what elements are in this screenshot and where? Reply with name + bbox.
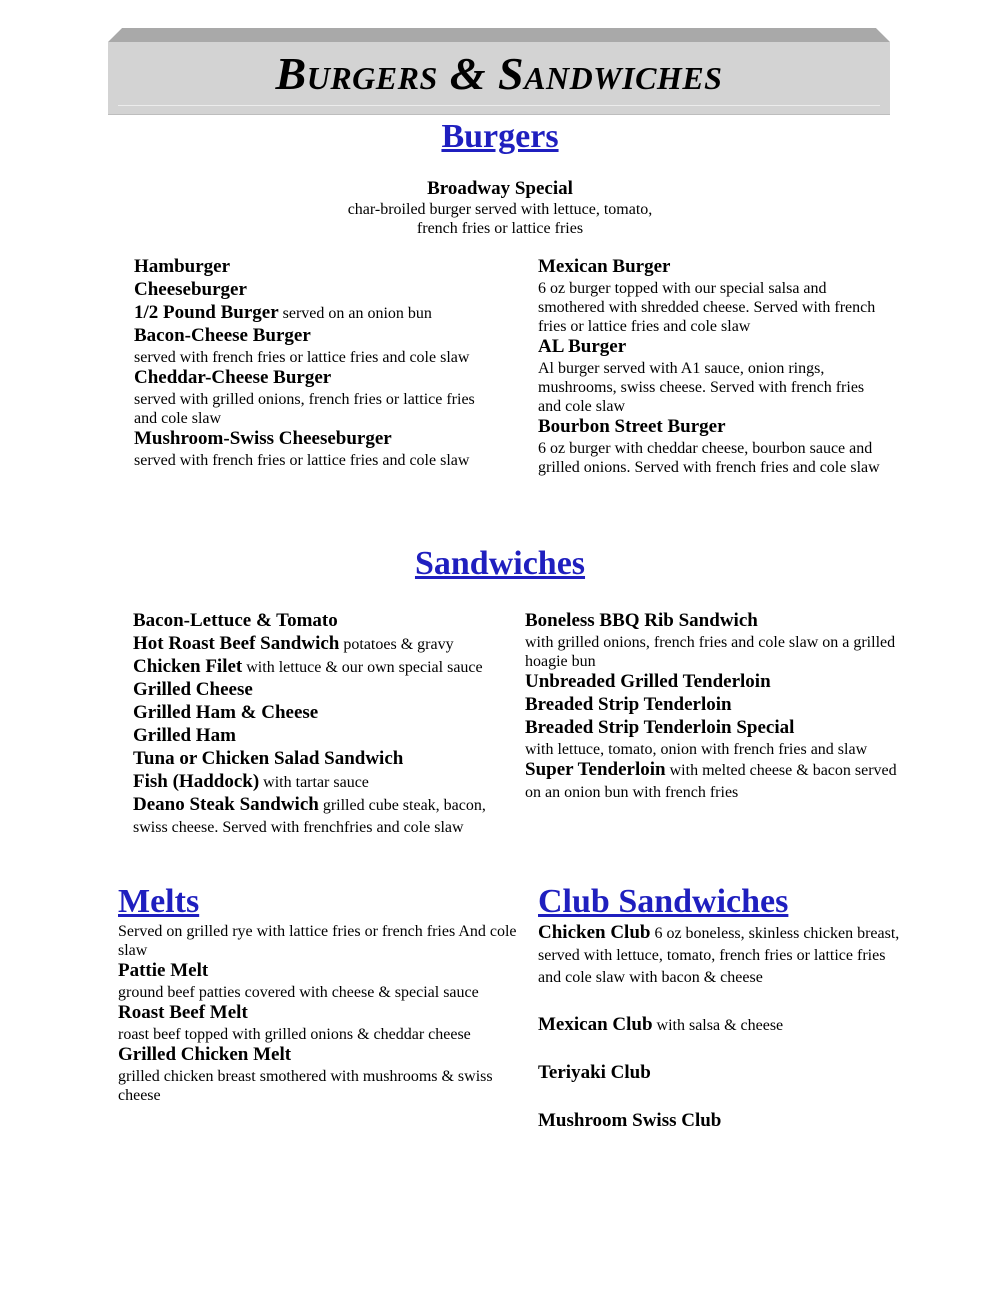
broadway-special (0, 178, 1000, 238)
menu-item-desc: 6 oz burger topped with our special salsa and smothered with shredded cheese. Served with french fries or lattice fries and cole slaw (538, 280, 876, 335)
menu-item (133, 725, 515, 748)
menu-item-desc: Al burger served with A1 sauce, onion rings, mushrooms, swiss cheese. Served with french fries and cole slaw (538, 360, 865, 415)
menu-item-name: Grilled Ham & Cheese (133, 702, 319, 723)
melts-section (118, 882, 518, 1105)
sandwiches-heading: Sandwiches (414, 545, 586, 582)
menu-item (133, 771, 515, 794)
menu-item-name: Super Tenderloin (525, 759, 666, 780)
menu-item (133, 679, 515, 702)
menu-item (134, 279, 479, 302)
burgers-right-column (538, 256, 883, 477)
menu-item-name: Pattie Melt (118, 960, 209, 981)
menu-item-name: Grilled Ham (133, 725, 236, 746)
burgers-left-column (134, 256, 479, 470)
menu-item-desc: served with french fries or lattice fries and cole slaw (134, 452, 470, 469)
menu-item-name: Chicken Club (538, 922, 651, 943)
menu-title: Burgers & Sandwiches (275, 48, 723, 99)
sandwiches-left-column (133, 610, 515, 839)
menu-item-desc: with grilled onions, french fries and cole slaw on a grilled hoagie bun (525, 634, 896, 670)
clubs-list (538, 922, 910, 1133)
menu-item-name: Unbreaded Grilled Tenderloin (525, 671, 771, 692)
menu-item (118, 960, 518, 1002)
menu-item-inline-desc: with tartar sauce (259, 774, 369, 791)
clubs-heading: Club Sandwiches (538, 883, 789, 920)
menu-item-desc: 6 oz burger with cheddar cheese, bourbon sauce and grilled onions. Served with french fries and cole slaw (538, 440, 880, 476)
menu-item (133, 633, 515, 656)
menu-item (538, 416, 883, 477)
menu-item-name: Chicken Filet (133, 656, 243, 677)
menu-item-inline-desc: with melted cheese & bacon served on an onion bun with french fries (525, 762, 897, 801)
menu-item-name: Grilled Chicken Melt (118, 1044, 292, 1065)
menu-item (133, 794, 515, 839)
menu-item-inline-desc: potatoes & gravy (339, 636, 454, 653)
menu-item-inline-desc: with lettuce & our own special sauce (242, 659, 483, 676)
menu-item-name: Bacon-Cheese Burger (134, 325, 311, 346)
menu-item-name: Mushroom-Swiss Cheeseburger (134, 428, 392, 449)
menu-item-desc: roast beef topped with grilled onions & cheddar cheese (118, 1026, 471, 1043)
menu-item (538, 1110, 910, 1133)
menu-item-name: Hot Roast Beef Sandwich (133, 633, 340, 654)
special-name: Broadway Special (427, 178, 573, 199)
menu-item-name: Teriyaki Club (538, 1062, 651, 1083)
menu-item (134, 325, 479, 367)
menu-item-inline-desc: grilled cube steak, bacon, swiss cheese. Served with frenchfries and cole slaw (133, 797, 486, 836)
clubs-section (538, 882, 910, 1158)
menu-item-name: Bourbon Street Burger (538, 416, 726, 437)
menu-item (118, 1044, 518, 1105)
menu-item (538, 1014, 910, 1037)
menu-item-desc: ground beef patties covered with cheese & special sauce (118, 984, 479, 1001)
menu-item-desc: served with grilled onions, french fries or lattice fries and cole slaw (134, 391, 475, 427)
menu-item-name: Tuna or Chicken Salad Sandwich (133, 748, 404, 769)
menu-item (134, 256, 479, 279)
melts-heading: Melts (118, 883, 200, 920)
menu-item-name: Cheddar-Cheese Burger (134, 367, 332, 388)
menu-item (133, 702, 515, 725)
menu-item-name: Breaded Strip Tenderloin (525, 694, 732, 715)
melts-list (118, 960, 518, 1105)
special-desc-line2: french fries or lattice fries (416, 220, 584, 237)
menu-item-desc: grilled chicken breast smothered with mushrooms & swiss cheese (118, 1068, 493, 1104)
special-desc-line1: char-broiled burger served with lettuce, tomato, (347, 201, 653, 218)
banner-rule (118, 105, 880, 106)
menu-item-inline-desc: 6 oz boneless, skinless chicken breast, served with lettuce, tomato, french fries or lattice fries and cole slaw with bacon & cheese (538, 925, 900, 986)
menu-item (538, 336, 883, 416)
menu-item-name: AL Burger (538, 336, 627, 357)
menu-item-inline-desc: served on an onion bun (278, 305, 432, 322)
melts-intro: Served on grilled rye with lattice fries or french fries And cole slaw (118, 923, 517, 959)
menu-item-name: Bacon-Lettuce & Tomato (133, 610, 338, 631)
menu-item (538, 922, 910, 989)
menu-item-name: Grilled Cheese (133, 679, 253, 700)
burgers-heading: Burgers (441, 118, 559, 155)
menu-item-name: Boneless BBQ Rib Sandwich (525, 610, 758, 631)
menu-item-desc: served with french fries or lattice fries and cole slaw (134, 349, 470, 366)
menu-item (134, 302, 479, 325)
banner-bevel (108, 28, 890, 42)
sandwiches-right-column (525, 610, 915, 804)
menu-item-name: Mexican Burger (538, 256, 671, 277)
menu-item (538, 256, 883, 336)
menu-item (525, 759, 915, 804)
menu-item-name: Hamburger (134, 256, 231, 277)
menu-item (538, 1062, 910, 1085)
menu-item (134, 367, 479, 428)
menu-item-name: Roast Beef Melt (118, 1002, 248, 1023)
menu-item (133, 656, 515, 679)
menu-item (525, 610, 915, 671)
menu-item-name: 1/2 Pound Burger (134, 302, 279, 323)
menu-item (134, 428, 479, 470)
menu-item-name: Deano Steak Sandwich (133, 794, 319, 815)
menu-item-name: Breaded Strip Tenderloin Special (525, 717, 795, 738)
menu-item (525, 694, 915, 717)
menu-item (525, 717, 915, 759)
menu-item (118, 1002, 518, 1044)
banner (108, 28, 890, 114)
menu-item-name: Mushroom Swiss Club (538, 1110, 722, 1131)
menu-item-name: Fish (Haddock) (133, 771, 260, 792)
menu-item-desc: with lettuce, tomato, onion with french fries and slaw (525, 741, 868, 758)
menu-item (133, 748, 515, 771)
menu-item-inline-desc: with salsa & cheese (652, 1017, 784, 1034)
menu-item-name: Mexican Club (538, 1014, 653, 1035)
menu-item (133, 610, 515, 633)
menu-item (525, 671, 915, 694)
menu-item-name: Cheeseburger (134, 279, 247, 300)
